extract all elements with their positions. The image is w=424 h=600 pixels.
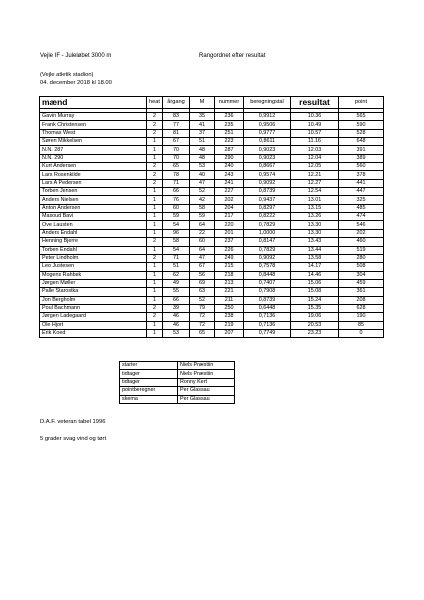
result-cell: 11.16 xyxy=(291,138,339,146)
result-cell: 13.58 xyxy=(291,254,339,262)
m-cell: 47 xyxy=(190,179,215,187)
result-cell: 12.04 xyxy=(291,154,339,162)
heat-cell: 2 xyxy=(147,313,163,321)
factor-cell: 0,8147 xyxy=(244,238,291,246)
heat-cell: 1 xyxy=(147,229,163,237)
number-cell: 201 xyxy=(215,229,244,237)
points-cell: 519 xyxy=(339,246,384,254)
role-cell: tidtager xyxy=(120,370,178,378)
heat-cell: 1 xyxy=(147,329,163,337)
name-cell: Palle Starostka xyxy=(40,288,147,296)
points-cell: 447 xyxy=(339,188,384,196)
factor-cell: 0,7136 xyxy=(244,313,291,321)
name-cell: Kurt Andersen xyxy=(40,163,147,171)
name-cell: Thomas West xyxy=(40,129,147,137)
result-row xyxy=(40,271,384,279)
m-cell: 51 xyxy=(190,138,215,146)
factor-cell: 0,8222 xyxy=(244,213,291,221)
year-cell: 60 xyxy=(163,204,190,212)
heat-cell: 2 xyxy=(147,113,163,121)
m-cell: 53 xyxy=(190,163,215,171)
number-cell: 220 xyxy=(215,221,244,229)
result-cell: 12.21 xyxy=(291,171,339,179)
year-cell: 96 xyxy=(163,229,190,237)
m-cell: 35 xyxy=(190,113,215,121)
heat-cell: 2 xyxy=(147,304,163,312)
number-cell: 227 xyxy=(215,188,244,196)
number-cell: 236 xyxy=(215,113,244,121)
name-cell: Anders Endahl xyxy=(40,229,147,237)
number-cell: 241 xyxy=(215,179,244,187)
year-cell: 71 xyxy=(163,179,190,187)
official-row xyxy=(120,362,235,370)
factor-cell: 0,9092 xyxy=(244,179,291,187)
name-cell: Erik Koed xyxy=(40,329,147,337)
points-cell: 485 xyxy=(339,204,384,212)
year-cell: 54 xyxy=(163,221,190,229)
factor-cell: 0,9437 xyxy=(244,196,291,204)
name-cell: Frank Christensen xyxy=(40,121,147,129)
race-title: Vejle IF - Juleløbet 3000 m xyxy=(40,53,112,59)
m-cell: 41 xyxy=(190,121,215,129)
heat-cell: 1 xyxy=(147,271,163,279)
result-row xyxy=(40,171,384,179)
name-cell: Leo Justesen xyxy=(40,263,147,271)
name-cell: N.N. 287 xyxy=(40,146,147,154)
result-cell: 10.57 xyxy=(291,129,339,137)
result-row xyxy=(40,121,384,129)
number-cell: 250 xyxy=(215,304,244,312)
result-row xyxy=(40,254,384,262)
result-row xyxy=(40,238,384,246)
points-cell: 304 xyxy=(339,271,384,279)
result-row xyxy=(40,213,384,221)
result-cell: 12.03 xyxy=(291,146,339,154)
official-row xyxy=(120,387,235,395)
person-cell: Ronny Kert xyxy=(178,378,235,386)
heat-cell: 1 xyxy=(147,154,163,162)
result-row xyxy=(40,129,384,137)
points-cell: 459 xyxy=(339,279,384,287)
heat-cell: 1 xyxy=(147,296,163,304)
number-cell: 217 xyxy=(215,213,244,221)
result-row xyxy=(40,288,384,296)
result-row xyxy=(40,221,384,229)
result-row xyxy=(40,304,384,312)
year-cell: 83 xyxy=(163,113,190,121)
points-cell: 441 xyxy=(339,179,384,187)
official-row xyxy=(120,378,235,386)
heat-cell: 1 xyxy=(147,221,163,229)
name-cell: Lars Rosenkilde xyxy=(40,171,147,179)
heat-cell: 1 xyxy=(147,213,163,221)
col-result: resultat xyxy=(291,97,339,109)
officials-table xyxy=(119,361,235,404)
result-row xyxy=(40,296,384,304)
year-cell: 71 xyxy=(163,254,190,262)
result-row xyxy=(40,154,384,162)
year-cell: 66 xyxy=(163,296,190,304)
result-cell: 13.30 xyxy=(291,229,339,237)
name-cell: Anton Andersen xyxy=(40,204,147,212)
m-cell: 40 xyxy=(190,171,215,179)
points-cell: 560 xyxy=(339,163,384,171)
name-cell: Masoud Bavi xyxy=(40,213,147,221)
year-cell: 67 xyxy=(163,138,190,146)
result-cell: 10.49 xyxy=(291,121,339,129)
points-cell: 565 xyxy=(339,113,384,121)
result-cell: 13.43 xyxy=(291,238,339,246)
factor-cell: 0,9092 xyxy=(244,254,291,262)
number-cell: 238 xyxy=(215,313,244,321)
results-header-row xyxy=(40,97,384,109)
points-cell: 546 xyxy=(339,221,384,229)
heat-cell: 1 xyxy=(147,196,163,204)
role-cell: skema xyxy=(120,395,178,403)
number-cell: 290 xyxy=(215,154,244,162)
heat-cell: 1 xyxy=(147,146,163,154)
year-cell: 59 xyxy=(163,213,190,221)
name-cell: Poul Bachmann xyxy=(40,304,147,312)
heat-cell: 2 xyxy=(147,254,163,262)
m-cell: 79 xyxy=(190,304,215,312)
result-row xyxy=(40,146,384,154)
year-cell: 53 xyxy=(163,329,190,337)
number-cell: 204 xyxy=(215,204,244,212)
factor-cell: 0,8448 xyxy=(244,271,291,279)
m-cell: 67 xyxy=(190,263,215,271)
factor-cell: 0,9023 xyxy=(244,154,291,162)
result-cell: 19.06 xyxy=(291,313,339,321)
points-cell: 85 xyxy=(339,321,384,329)
number-cell: 202 xyxy=(215,196,244,204)
result-cell: 15.35 xyxy=(291,304,339,312)
col-year: årgang xyxy=(163,97,190,109)
name-cell: Jørgen Møller xyxy=(40,279,147,287)
result-row xyxy=(40,196,384,204)
factor-cell: 0,8739 xyxy=(244,296,291,304)
number-cell: 287 xyxy=(215,146,244,154)
venue: (Vejle atletik stadion) xyxy=(40,72,94,78)
points-cell: 190 xyxy=(339,313,384,321)
result-cell: 14.17 xyxy=(291,263,339,271)
year-cell: 49 xyxy=(163,279,190,287)
result-cell: 15.06 xyxy=(291,279,339,287)
m-cell: 58 xyxy=(190,204,215,212)
col-heat: heat xyxy=(147,97,163,109)
result-cell: 14.46 xyxy=(291,271,339,279)
heat-cell: 1 xyxy=(147,263,163,271)
year-cell: 58 xyxy=(163,238,190,246)
role-cell: tidtager xyxy=(120,378,178,386)
points-cell: 202 xyxy=(339,229,384,237)
m-cell: 69 xyxy=(190,279,215,287)
points-cell: 280 xyxy=(339,254,384,262)
factor-cell: 0,9912 xyxy=(244,113,291,121)
m-cell: 47 xyxy=(190,254,215,262)
person-cell: Per Glassau xyxy=(178,387,235,395)
m-cell: 52 xyxy=(190,296,215,304)
m-cell: 42 xyxy=(190,196,215,204)
result-row xyxy=(40,229,384,237)
ranking-note: Rangordnet efter resultat xyxy=(199,53,266,59)
points-cell: 389 xyxy=(339,154,384,162)
heat-cell: 1 xyxy=(147,321,163,329)
year-cell: 46 xyxy=(163,313,190,321)
year-cell: 76 xyxy=(163,196,190,204)
result-cell: 15.24 xyxy=(291,296,339,304)
year-cell: 55 xyxy=(163,288,190,296)
number-cell: 221 xyxy=(215,288,244,296)
heat-cell: 1 xyxy=(147,246,163,254)
result-row xyxy=(40,204,384,212)
result-cell: 13.26 xyxy=(291,213,339,221)
name-cell: Henning Bjerre xyxy=(40,238,147,246)
heat-cell: 1 xyxy=(147,188,163,196)
factor-cell: 1,0000 xyxy=(244,229,291,237)
year-cell: 81 xyxy=(163,129,190,137)
m-cell: 72 xyxy=(190,321,215,329)
factor-cell: 0,6448 xyxy=(244,304,291,312)
name-cell: Ole Hjort xyxy=(40,321,147,329)
result-cell: 13.30 xyxy=(291,221,339,229)
result-cell: 12.27 xyxy=(291,179,339,187)
factor-cell: 0,8739 xyxy=(244,188,291,196)
m-cell: 60 xyxy=(190,238,215,246)
result-cell: 13.15 xyxy=(291,204,339,212)
year-cell: 39 xyxy=(163,304,190,312)
person-cell: Niels Præstiin xyxy=(178,370,235,378)
heat-cell: 2 xyxy=(147,121,163,129)
factor-cell: 0,8611 xyxy=(244,138,291,146)
points-cell: 208 xyxy=(339,296,384,304)
number-cell: 251 xyxy=(215,129,244,137)
result-cell: 20.53 xyxy=(291,321,339,329)
heat-cell: 1 xyxy=(147,279,163,287)
result-row xyxy=(40,321,384,329)
factor-cell: 0,7578 xyxy=(244,263,291,271)
m-cell: 22 xyxy=(190,229,215,237)
number-cell: 237 xyxy=(215,238,244,246)
points-cell: 325 xyxy=(339,196,384,204)
points-cell: 474 xyxy=(339,213,384,221)
points-cell: 528 xyxy=(339,129,384,137)
result-cell: 23.23 xyxy=(291,329,339,337)
points-cell: 378 xyxy=(339,171,384,179)
number-cell: 243 xyxy=(215,171,244,179)
m-cell: 59 xyxy=(190,213,215,221)
result-cell: 12.05 xyxy=(291,163,339,171)
person-cell: Niels Præstiin xyxy=(178,362,235,370)
m-cell: 48 xyxy=(190,146,215,154)
col-category: mænd xyxy=(40,97,147,109)
m-cell: 64 xyxy=(190,221,215,229)
number-cell: 215 xyxy=(215,263,244,271)
year-cell: 62 xyxy=(163,271,190,279)
number-cell: 249 xyxy=(215,254,244,262)
number-cell: 211 xyxy=(215,296,244,304)
result-row xyxy=(40,263,384,271)
factor-cell: 0,9506 xyxy=(244,121,291,129)
year-cell: 51 xyxy=(163,263,190,271)
result-row xyxy=(40,329,384,337)
name-cell: Mogens Rahbek xyxy=(40,271,147,279)
factor-cell: 0,8297 xyxy=(244,204,291,212)
factor-cell: 0,7908 xyxy=(244,288,291,296)
year-cell: 65 xyxy=(163,163,190,171)
points-cell: 460 xyxy=(339,238,384,246)
factor-cell: 0,8667 xyxy=(244,163,291,171)
name-cell: Peter Lindholm xyxy=(40,254,147,262)
heat-cell: 2 xyxy=(147,171,163,179)
result-row xyxy=(40,313,384,321)
year-cell: 46 xyxy=(163,321,190,329)
result-cell: 12.54 xyxy=(291,188,339,196)
points-cell: 391 xyxy=(339,146,384,154)
name-cell: Ove Lausten xyxy=(40,221,147,229)
col-factor: beregningstal xyxy=(244,97,291,109)
result-cell: 15.08 xyxy=(291,288,339,296)
points-cell: 0 xyxy=(339,329,384,337)
m-cell: 65 xyxy=(190,329,215,337)
number-cell: 226 xyxy=(215,246,244,254)
weather-note: 5 grader svag vind og tørt xyxy=(40,436,107,442)
official-row xyxy=(120,370,235,378)
name-cell: Søren Mikkelsen xyxy=(40,138,147,146)
year-cell: 78 xyxy=(163,171,190,179)
factor-cell: 0,7829 xyxy=(244,246,291,254)
result-row xyxy=(40,246,384,254)
result-cell: 13.44 xyxy=(291,246,339,254)
heat-cell: 2 xyxy=(147,163,163,171)
number-cell: 213 xyxy=(215,279,244,287)
result-row xyxy=(40,113,384,121)
number-cell: 235 xyxy=(215,121,244,129)
name-cell: Torben Endahl xyxy=(40,246,147,254)
factor-cell: 0,9574 xyxy=(244,171,291,179)
result-row xyxy=(40,279,384,287)
factor-cell: 0,9023 xyxy=(244,146,291,154)
m-cell: 64 xyxy=(190,246,215,254)
number-cell: 219 xyxy=(215,321,244,329)
name-cell: Gavin Murray xyxy=(40,113,147,121)
table-reference: D.A.F. veteran tabel 1996 xyxy=(40,419,106,425)
m-cell: 63 xyxy=(190,288,215,296)
name-cell: Lars A Pedersen xyxy=(40,179,147,187)
col-m: M xyxy=(190,97,215,109)
result-row xyxy=(40,188,384,196)
m-cell: 52 xyxy=(190,188,215,196)
race-date: 04. december 2018 kl 18.00 xyxy=(40,80,112,86)
result-row xyxy=(40,179,384,187)
points-cell: 590 xyxy=(339,121,384,129)
m-cell: 37 xyxy=(190,129,215,137)
m-cell: 56 xyxy=(190,271,215,279)
factor-cell: 0,7749 xyxy=(244,329,291,337)
role-cell: starter xyxy=(120,362,178,370)
heat-cell: 2 xyxy=(147,129,163,137)
m-cell: 48 xyxy=(190,154,215,162)
heat-cell: 1 xyxy=(147,138,163,146)
heat-cell: 2 xyxy=(147,238,163,246)
heat-cell: 1 xyxy=(147,204,163,212)
name-cell: Jon Bergholm xyxy=(40,296,147,304)
year-cell: 70 xyxy=(163,146,190,154)
result-row xyxy=(40,163,384,171)
year-cell: 54 xyxy=(163,246,190,254)
result-row xyxy=(40,138,384,146)
m-cell: 72 xyxy=(190,313,215,321)
name-cell: Anders Nielsen xyxy=(40,196,147,204)
year-cell: 66 xyxy=(163,188,190,196)
results-table xyxy=(39,96,384,338)
result-cell: 10.36 xyxy=(291,113,339,121)
person-cell: Per Glassau xyxy=(178,395,235,403)
heat-cell: 2 xyxy=(147,179,163,187)
points-cell: 648 xyxy=(339,138,384,146)
number-cell: 240 xyxy=(215,163,244,171)
col-number: nummer xyxy=(215,97,244,109)
name-cell: Torben Jensen xyxy=(40,188,147,196)
factor-cell: 0,7407 xyxy=(244,279,291,287)
factor-cell: 0,7829 xyxy=(244,221,291,229)
points-cell: 361 xyxy=(339,288,384,296)
factor-cell: 0,7136 xyxy=(244,321,291,329)
name-cell: Jørgen Ladegaard xyxy=(40,313,147,321)
number-cell: 218 xyxy=(215,271,244,279)
year-cell: 77 xyxy=(163,121,190,129)
year-cell: 70 xyxy=(163,154,190,162)
col-points: point xyxy=(339,97,384,109)
number-cell: 223 xyxy=(215,138,244,146)
number-cell: 207 xyxy=(215,329,244,337)
name-cell: N.N. 290 xyxy=(40,154,147,162)
heat-cell: 1 xyxy=(147,288,163,296)
result-cell: 13.01 xyxy=(291,196,339,204)
points-cell: 628 xyxy=(339,304,384,312)
official-row xyxy=(120,395,235,403)
points-cell: 508 xyxy=(339,263,384,271)
factor-cell: 0,9777 xyxy=(244,129,291,137)
role-cell: pointberegner xyxy=(120,387,178,395)
